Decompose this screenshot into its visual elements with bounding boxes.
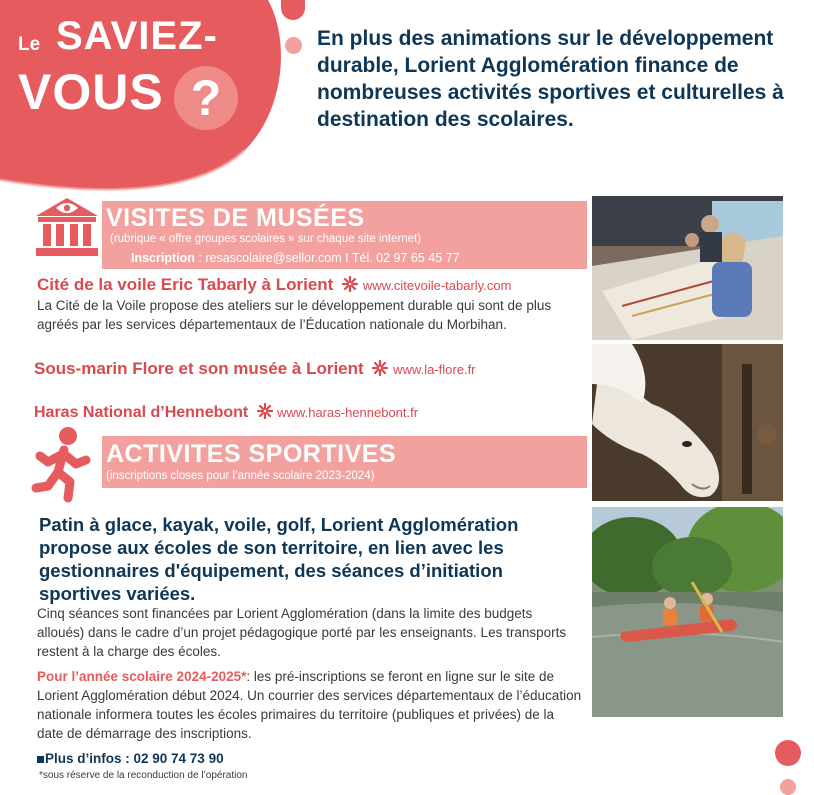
musee-item-url[interactable]: www.citevoile-tabarly.com: [362, 278, 512, 293]
link-burst-icon: [257, 403, 273, 419]
year-label: Pour l’année scolaire 2024-2025*: [37, 669, 247, 684]
photo-children-workshop: [592, 196, 783, 340]
decor-dot-bottom-large: [775, 740, 801, 766]
footer-note: *sous réserve de la reconduction de l’opération: [39, 770, 248, 781]
musee-item-url[interactable]: www.la-flore.fr: [393, 362, 476, 377]
musee-item-name: Cité de la voile Eric Tabarly à Lorient: [37, 275, 334, 294]
musee-item-flore: [34, 359, 476, 379]
musees-inscription: [131, 251, 460, 265]
musees-subtitle: (rubrique « offre groupes scolaires » sur chaque site internet): [110, 233, 422, 245]
photo-horse: [592, 344, 783, 501]
link-burst-icon: [372, 360, 388, 376]
musee-item-haras: [34, 403, 418, 422]
decor-dot-small: [285, 37, 302, 54]
square-bullet-icon: [37, 756, 44, 763]
badge-le: Le: [18, 34, 41, 55]
musee-item-name: Haras National d’Hennebont: [34, 404, 249, 421]
musee-item-url[interactable]: www.haras-hennebont.fr: [277, 405, 419, 420]
badge-question-mark: ?: [174, 66, 238, 130]
sport-title: ACTIVITES SPORTIVES: [106, 440, 397, 468]
sport-subtitle: (inscriptions closes pour l’année scolaire 2023-2024): [106, 470, 375, 482]
runner-icon: [30, 426, 94, 504]
musee-item-description: La Cité de la Voile propose des ateliers sur le développement durable qui sont de plus agréés par les services départementaux de l’Éducation nationale du Morbihan.: [37, 298, 552, 332]
musees-title: VISITES DE MUSÉES: [106, 204, 365, 232]
photo-kayak: [592, 507, 783, 717]
badge-saviez: SAVIEZ-: [56, 14, 218, 58]
year-text: : les pré-inscriptions se feront en ligne sur le site de Lorient Agglomération début 2024. Un courrier des services départementaux de l’éducation nationale informera toutes les écoles primaires du territoire (publiques et privées) de la date de démarrage des inscriptions.: [37, 669, 582, 741]
inscription-contact: : resascolaire@sellor.com I Tél. 02 97 65 45 77: [194, 251, 460, 265]
musee-item-cite-voile: [37, 275, 511, 295]
link-burst-icon: [342, 276, 358, 292]
intro-text: En plus des animations sur le développement durable, Lorient Agglomération finance de nombreuses activités sportives et culturelles à destination des scolaires.: [317, 27, 784, 131]
sport-body: Cinq séances sont financées par Lorient Agglomération (dans la limite des budgets alloués) dans le cadre d’un projet pédagogique porté par les enseignants. Les transports restent à la charge des écoles.: [37, 606, 567, 659]
eye-icon: [55, 201, 79, 215]
musee-item-name: Sous-marin Flore et son musée à Lorient: [34, 359, 364, 378]
sport-year-info: [37, 667, 582, 743]
footer-infos: [37, 751, 224, 766]
decor-dot-bottom-small: [780, 779, 796, 795]
sport-headline: Patin à glace, kayak, voile, golf, Lorient Agglomération propose aux écoles de son territoire, en lien avec les gestionnaires d'équipement, des séances d’initiation sportives variées.: [39, 514, 519, 604]
inscription-label: Inscription: [131, 251, 195, 265]
footer-phone: Plus d’infos : 02 90 74 73 90: [45, 751, 224, 766]
badge-vous: VOUS: [18, 64, 164, 120]
